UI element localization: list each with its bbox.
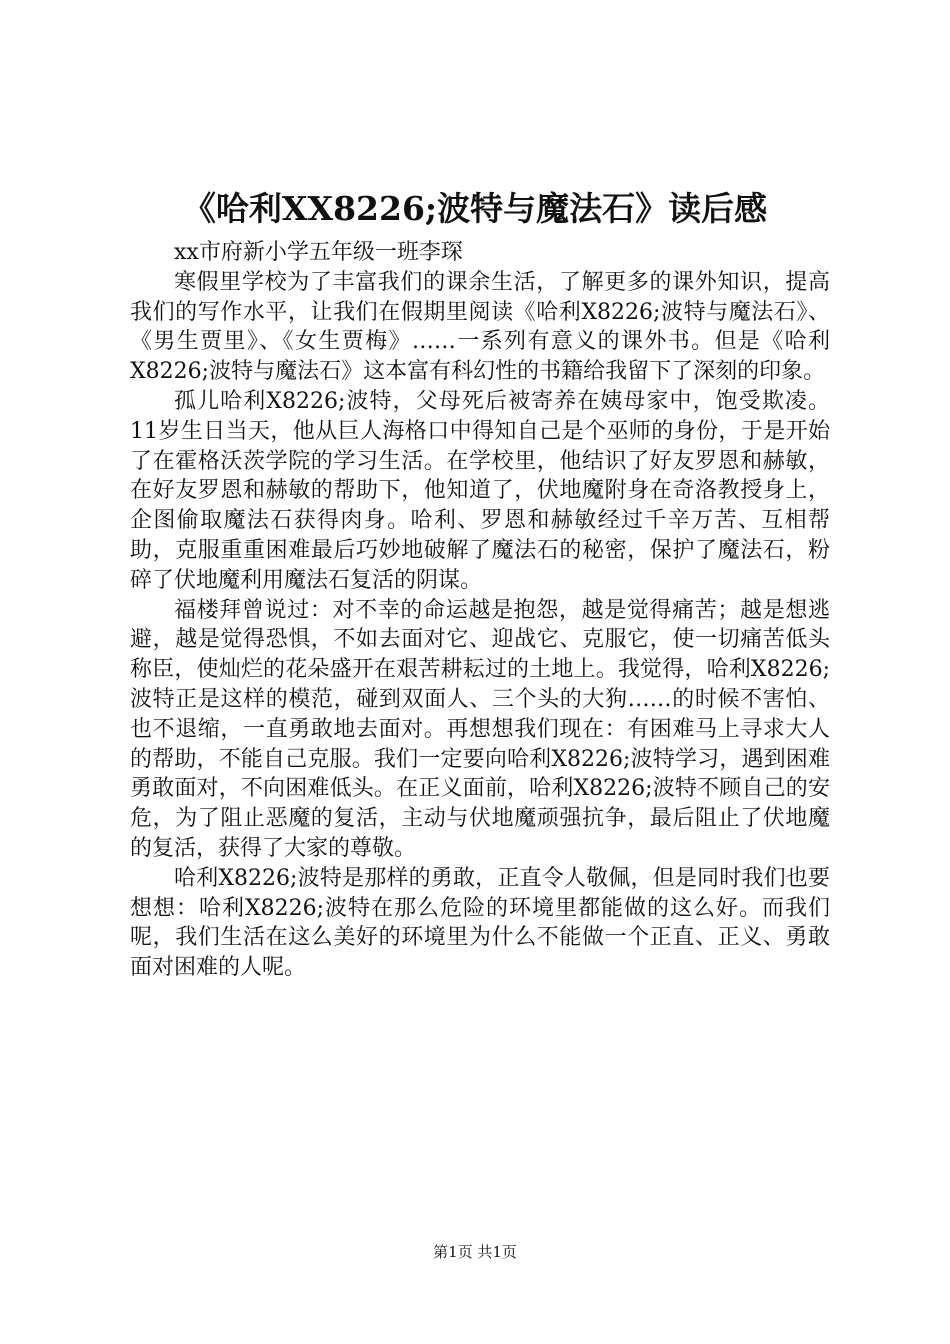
paragraph-2: 孤儿哈利X8226;波特，父母死后被寄养在姨母家中，饱受欺凌。11岁生日当天，他从巨人海格口中得知自己是个巫师的身份，于是开始了在霍格沃茨学院的学习生活。在学校里，他结识了好友罗恩和赫敏，在好友罗恩和赫敏的帮助下，他知道了，伏地魔附身在奇洛教授身上，企图偷取魔法石获得肉身。哈利、罗恩和赫敏经过千辛万苦、互相帮助，克服重重困难最后巧妙地破解了魔法石的秘密，保护了魔法石，粉碎了伏地魔利用魔法石复活的阴谋。 <box>130 388 830 593</box>
document-body <box>130 238 830 983</box>
author-line: xx市府新小学五年级一班李琛 <box>174 240 463 265</box>
paragraph-3: 福楼拜曾说过：对不幸的命运越是抱怨，越是觉得痛苦；越是想逃避，越是觉得恐惧，不如去面对它、迎战它、克服它，使一切痛苦低头称臣，使灿烂的花朵盛开在艰苦耕耘过的土地上。我觉得，哈利X8226;波特正是这样的模范，碰到双面人、三个头的大狗……的时候不害怕、也不退缩，一直勇敢地去面对。再想想我们现在：有困难马上寻求大人的帮助，不能自己克服。我们一定要向哈利X8226;波特学习，遇到困难勇敢面对，不向困难低头。在正义面前，哈利X8226;波特不顾自己的安危，为了阻止恶魔的复活，主动与伏地魔顽强抗争，最后阻止了伏地魔的复活，获得了大家的尊敬。 <box>130 597 830 861</box>
paragraph-4: 哈利X8226;波特是那样的勇敢，正直令人敬佩，但是同时我们也要想想：哈利X8226;波特在那么危险的环境里都能做的这么好。而我们呢，我们生活在这么美好的环境里为什么不能做一个正直、正义、勇敢面对困难的人呢。 <box>130 865 830 981</box>
document-title: 《哈利XX8226;波特与魔法石》读后感 <box>182 189 768 228</box>
page-footer: 第1页 共1页 <box>433 1243 517 1261</box>
paragraph-1: 寒假里学校为了丰富我们的课余生活，了解更多的课外知识，提高我们的写作水平，让我们在假期里阅读《哈利X8226;波特与魔法石》、《男生贾里》、《女生贾梅》……一系列有意义的课外书。但是《哈利X8226;波特与魔法石》这本富有科幻性的书籍给我留下了深刻的印象。 <box>130 269 830 385</box>
